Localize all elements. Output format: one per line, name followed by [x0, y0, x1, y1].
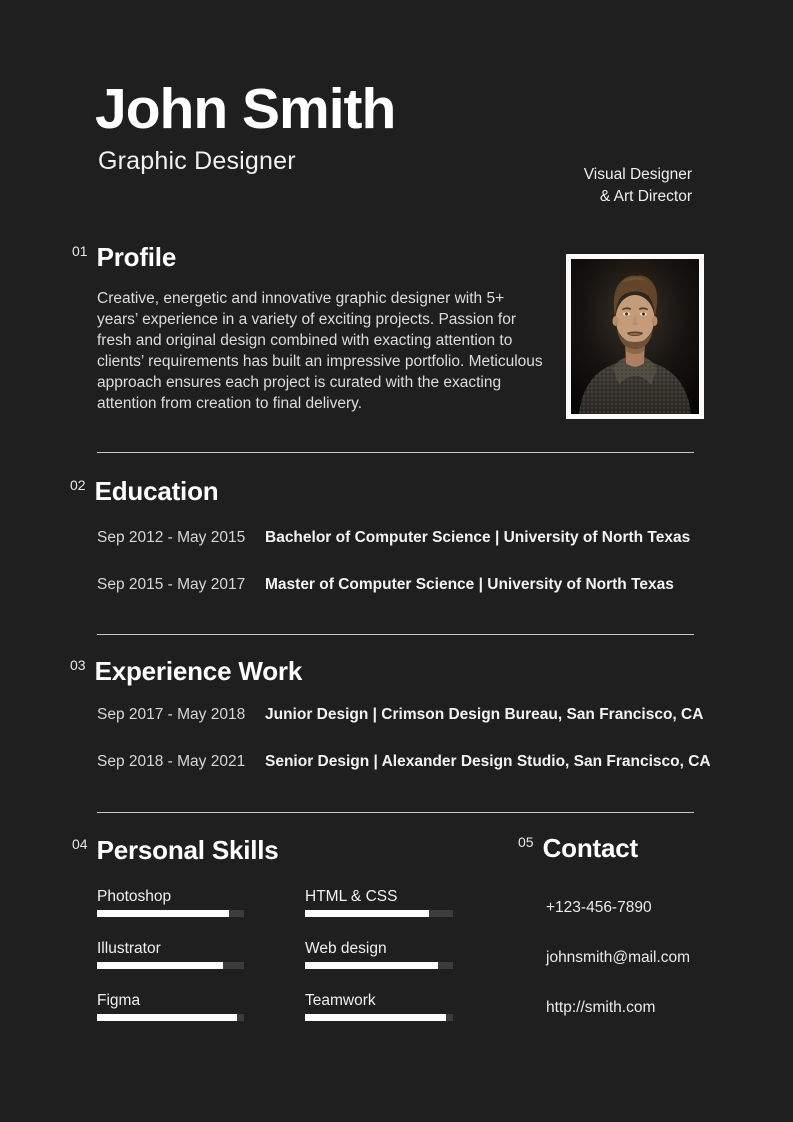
skill-label: Figma	[97, 992, 141, 1009]
section-number: 05	[518, 834, 534, 850]
education-row	[97, 576, 690, 594]
skill-item	[97, 888, 244, 917]
skill-item	[305, 992, 453, 1021]
contact-website: http://smith.com	[546, 999, 656, 1016]
section-title: Profile	[96, 242, 177, 272]
contact-phone: +123-456-7890	[546, 899, 652, 916]
education-period: Sep 2015 - May 2017	[97, 576, 246, 593]
section-title: Education	[94, 476, 219, 506]
skill-bar	[305, 962, 453, 969]
section-title: Personal Skills	[96, 835, 279, 865]
portrait-illustration	[571, 259, 699, 414]
section-title: Experience Work	[94, 656, 303, 686]
tagline-line-2: & Art Director	[599, 188, 692, 205]
skills-column-left	[97, 888, 244, 1044]
skill-bar	[97, 1014, 244, 1021]
education-rows	[97, 529, 690, 623]
skills-section-header	[72, 836, 279, 864]
section-number: 01	[72, 243, 88, 259]
person-name: John Smith	[95, 77, 396, 141]
skill-label: Web design	[305, 940, 387, 957]
skill-item	[97, 992, 244, 1021]
skill-bar	[305, 1014, 453, 1021]
skill-bar-fill	[305, 962, 438, 969]
education-detail: Master of Computer Science | University of North Texas	[265, 576, 674, 593]
education-period: Sep 2012 - May 2015	[97, 529, 246, 546]
skill-bar	[97, 910, 244, 917]
experience-row	[97, 753, 711, 771]
person-role: Graphic Designer	[98, 147, 296, 175]
skill-bar-fill	[97, 962, 223, 969]
experience-row	[97, 706, 711, 724]
skill-bar-fill	[97, 1014, 237, 1021]
contact-list	[546, 899, 690, 1049]
education-section-header	[70, 477, 218, 505]
skill-bar	[97, 962, 244, 969]
skill-item	[97, 940, 244, 969]
skill-label: Teamwork	[305, 992, 376, 1009]
tagline	[584, 164, 692, 208]
experience-detail: Senior Design | Alexander Design Studio, San Francisco, CA	[265, 753, 711, 770]
skill-label: Photoshop	[97, 888, 172, 905]
experience-section-header	[70, 657, 302, 685]
section-title: Contact	[542, 833, 638, 863]
section-divider	[97, 452, 694, 453]
section-number: 04	[72, 836, 88, 852]
experience-period: Sep 2017 - May 2018	[97, 706, 246, 723]
skill-label: Illustrator	[97, 940, 161, 957]
section-divider	[97, 812, 694, 813]
tagline-line-1: Visual Designer	[583, 166, 692, 183]
section-number: 03	[70, 657, 86, 673]
skill-bar	[305, 910, 453, 917]
section-divider	[97, 634, 694, 635]
skill-bar-fill	[97, 910, 229, 917]
section-number: 02	[70, 477, 86, 493]
skills-column-right	[305, 888, 453, 1044]
skill-item	[305, 940, 453, 969]
profile-summary: Creative, energetic and innovative graphic designer with 5+ years’ experience in a variety of exciting projects. Passion for fresh and original design combined with exacting attention to clients’ requirements has built an impressive portfolio. Meticulous approach ensures each project is curated with the exacting attention from creation to final delivery.	[97, 290, 543, 412]
education-row	[97, 529, 690, 547]
skill-bar-fill	[305, 1014, 446, 1021]
education-detail: Bachelor of Computer Science | University of North Texas	[265, 529, 691, 546]
skill-label: HTML & CSS	[305, 888, 398, 905]
contact-section-header	[518, 834, 638, 862]
experience-period: Sep 2018 - May 2021	[97, 753, 246, 770]
profile-section-header	[72, 243, 176, 271]
skill-item	[305, 888, 453, 917]
experience-rows	[97, 706, 711, 800]
contact-email: johnsmith@mail.com	[546, 949, 691, 966]
experience-detail: Junior Design | Crimson Design Bureau, San Francisco, CA	[265, 706, 704, 723]
skill-bar-fill	[305, 910, 429, 917]
profile-photo	[566, 254, 704, 419]
